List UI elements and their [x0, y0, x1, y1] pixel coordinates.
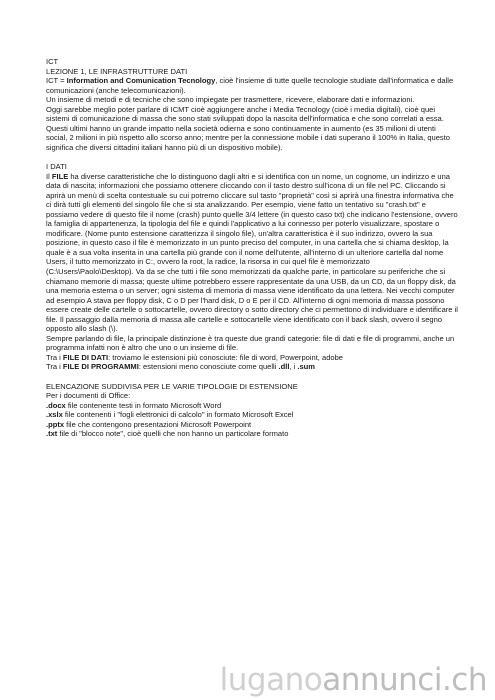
dati-text-4a: Tra i [46, 362, 63, 372]
section-heading-estensioni: ELENCAZIONE SUDDIVISA PER LE VARIE TIPOLOGIE DI ESTENSIONE [46, 381, 298, 391]
intro-paragraph-3: Oggi sarebbe meglio poter parlare di ICMT cioè aggiungere anche i Media Tecnology (cioè i media digitali), cioè quei sistemi di comunicazione di massa che sono stati sviluppati dopo la nascita dell'informatica e che sono correlati a essa. Questi ultimi hanno un grande impatto nella società odierna e sono continuamente in aumento (es 35 milioni di utenti social, 2 milioni in più rispetto allo scorso anno; mentre per la connessione mobile i dati superano il 100% in Italia, questo significa che diversi cittadini italiani hanno più di un dispositivo mobile). [46, 104, 450, 152]
dati-paragraph-4 [46, 362, 458, 372]
intro-text-1c: , cioè l'insieme di tutte quelle tecnologie studiate dall'informatica e dalle comunicazioni (anche telecomunicazioni). [46, 76, 454, 95]
dati-text-4c: : estensioni meno conosciute come quelli [138, 362, 279, 372]
list-item [46, 401, 458, 411]
dati-text-3c: : troviamo le estensioni più conosciute: file di word, Powerpoint, adobe [108, 352, 343, 362]
dati-text-3a: Tra i [46, 352, 63, 362]
dati-paragraph-1 [46, 172, 458, 334]
subject-line: ICT [46, 57, 59, 66]
estensioni-intro: Per i documenti di Office: [46, 391, 131, 401]
file-di-dati-term: FILE DI DATI [62, 352, 109, 362]
extension-name: .xslx [46, 410, 63, 420]
extension-description: file di "blocco note", cioè quelli che non hanno un particolare formato [57, 429, 289, 439]
watermark-text-left: lugano [219, 662, 323, 698]
ict-definition-term: Information and Comunication Tecnology [66, 76, 216, 86]
list-item [46, 429, 458, 439]
file-term: FILE [51, 171, 69, 181]
list-item [46, 410, 458, 420]
paragraph-gap [46, 152, 458, 162]
extension-name: .txt [46, 429, 58, 439]
intro-text-1a: ICT = [46, 76, 67, 86]
document-page [46, 57, 458, 439]
sum-extension: .sum [297, 362, 316, 372]
intro-paragraph-2: Un insieme di metodi e di tecniche che sono impiegate per trasmettere, ricevere, elaborare dati e informazioni. [46, 95, 415, 105]
dati-text-1a: Il [46, 171, 52, 181]
dll-extension: .dll [278, 362, 290, 372]
lesson-title: LEZIONE 1, LE INFRASTRUTTURE DATI [46, 66, 188, 76]
dati-text-4e: , i [289, 362, 298, 372]
list-item [46, 420, 458, 430]
watermark-text-right: annunci.ch [322, 662, 487, 698]
file-di-programmi-term: FILE DI PROGRAMMI [62, 362, 139, 372]
dati-paragraph-2: Sempre parlando di file, la principale distinzione è tra queste due grandi categorie: file di dati e file di programmi, anche un programma infatti non è altro che uno o un insieme di file. [46, 333, 455, 353]
site-watermark [220, 662, 487, 698]
paragraph-gap [46, 372, 458, 382]
extension-name: .pptx [46, 419, 65, 429]
extension-description: file contenente testi in formato Microsoft Word [65, 400, 222, 410]
intro-paragraph-1 [46, 76, 458, 95]
extension-name: .docx [46, 400, 66, 410]
dati-text-1c: ha diverse caratteristiche che lo distinguono dagli altri e si identifica con un nome, un cognome, un indirizzo e una data di nascita; informazioni che possiamo ottenere cliccando con il tasto destro sull'icona di un file nel PC. Cliccando si aprirà un menù di scelta contestuale su cui potremo cliccare sul tasto "proprietà" così si aprirà una finestra informativa che ci dirà tutti gli elementi del singolo file che si sta analizzando. Per esempio, viene fatto un tentativo su "crash.txt" e possiamo vedere di questo file il nome (crash) punto quelle 3/4 lettere (in questo caso txt) che indicano l'estensione, ovvero la famiglia di appartenenza, la tipologia del file e quindi l'applicativo a lui connesso per poterlo visualizzare, spostare o modificare. (Nome punto estensione caratterizza il singolo file), un'altra caratteristica è il suo indirizzo, ovvero la sua posizione, in questo caso il file è memorizzato in un punto preciso del computer, in una cartella che si chiama desktop, la quale è a sua volta inserita in una cartella più grande con il nome dell'utente, all'interno di un ulteriore cartella dal nome Users, il tutto memorizzato in C:, ovvero la root, la radice, la risorsa in cui quel file è memorizzato (C:\Users\Paolo\Desktop). Va da se che tutti i file sono memorizzati da qualche parte, in particolare su periferiche che si chiamano memorie di massa; queste ultime potrebbero essere rappresentate da una USB, da un CD, da un floppy disk, da una memoria esterna o un server; ogni sistema di memoria di massa viene identificato da una lettera. Nei vecchi computer ad esempio A stava per floppy disk, C o D per l'hard disk, D o E per il CD. All'interno di ogni memoria di massa possono essere create delle cartelle o sottocartelle, ovvero directory o sotto directory che ci permettono di individuare e identificare il file. Il passaggio dalla memoria di massa alle cartelle e sottocartelle viene identificato con il back slash, ovvero il segno opposto allo slash (\). [46, 171, 458, 334]
dati-paragraph-3 [46, 353, 458, 363]
section-heading-dati: I DATI [46, 161, 67, 171]
extension-description: file contenenti i "fogli elettronici di calcolo" in formato Microsoft Excel [62, 410, 294, 420]
extension-description: file che contengono presentazioni Microsoft Powerpoint [64, 419, 252, 429]
